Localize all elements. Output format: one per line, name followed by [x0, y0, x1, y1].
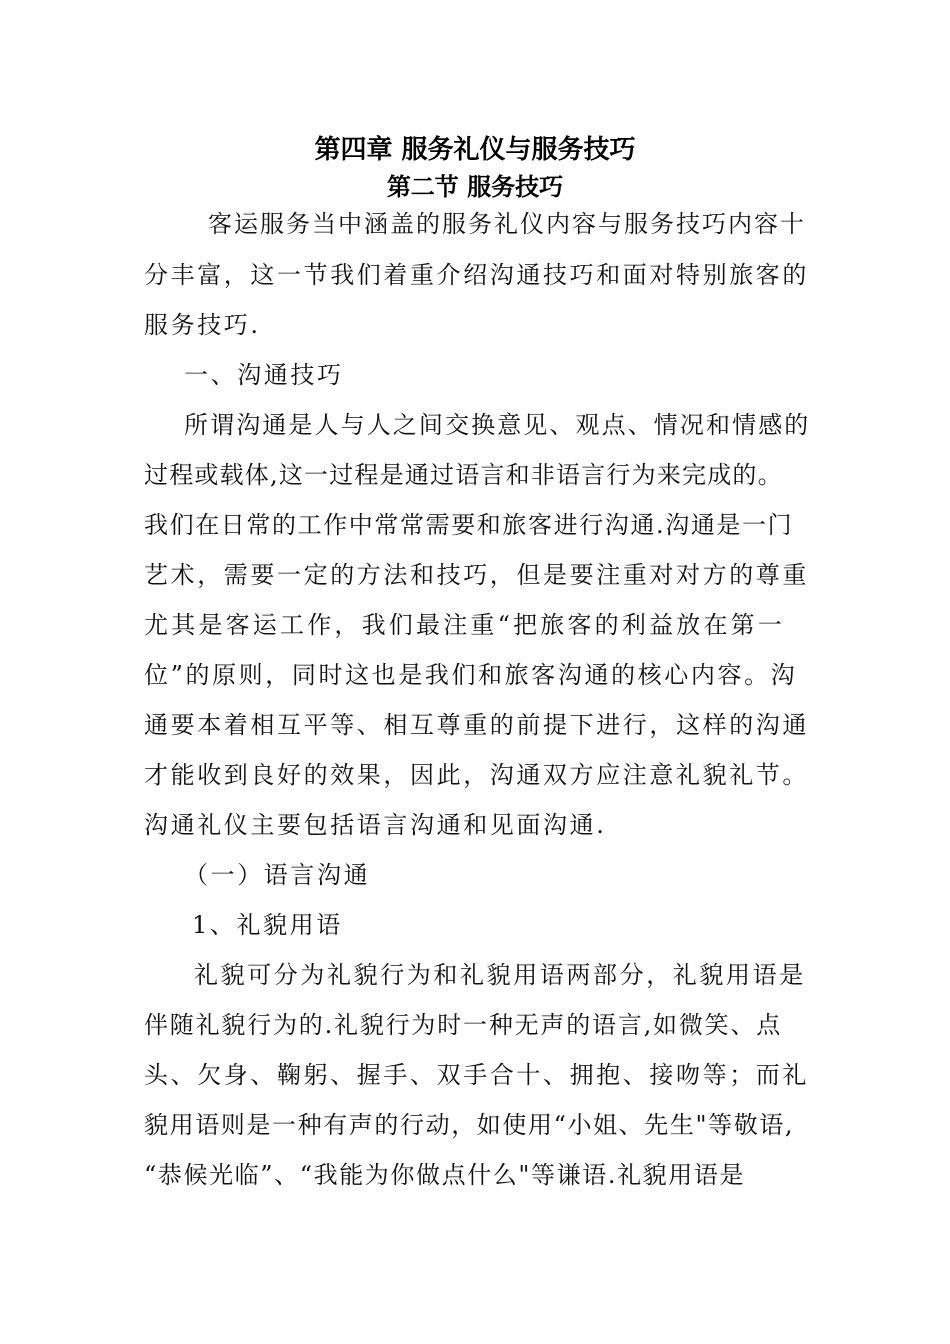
paragraph-line: 我们在日常的工作中常常需要和旅客进行沟通.沟通是一门 [144, 511, 794, 539]
chapter-title: 第四章 服务礼仪与服务技巧 [314, 135, 636, 165]
paragraph-line: 分丰富，这一节我们着重介绍沟通技巧和面对特别旅客的 [144, 261, 809, 289]
paragraph-line: 服务技巧. [144, 311, 261, 339]
section-title: 第二节 服务技巧 [386, 173, 564, 201]
heading-communication-skills: 一、沟通技巧 [184, 361, 344, 389]
paragraph-line: 所谓沟通是人与人之间交换意见、观点、情况和情感的 [184, 411, 811, 439]
paragraph-line: 伴随礼貌行为的.礼貌行为时一种无声的语言,如微笑、点 [144, 1011, 783, 1039]
paragraph-line: 貌用语则是一种有声的行动，如使用“小姐、先生"等敬语, [144, 1111, 795, 1139]
paragraph-line: 客运服务当中涵盖的服务礼仪内容与服务技巧内容十 [208, 210, 806, 238]
paragraph-line: 位”的原则，同时这也是我们和旅客沟通的核心内容。沟 [144, 661, 798, 689]
heading-polite-language: 1、礼貌用语 [192, 911, 343, 939]
paragraph-line: 沟通礼仪主要包括语言沟通和见面沟通. [144, 811, 607, 839]
paragraph-line: 才能收到良好的效果，因此，沟通双方应注意礼貌礼节。 [144, 761, 809, 789]
paragraph-line: 通要本着相互平等、相互尊重的前提下进行，这样的沟通 [144, 711, 809, 739]
paragraph-line: 过程或载体,这一过程是通过语言和非语言行为来完成的。 [144, 461, 783, 489]
paragraph-line: “恭候光临”、“我能为你做点什么"等谦语.礼貌用语是 [144, 1161, 746, 1189]
heading-verbal-communication: （一）语言沟通 [184, 861, 371, 889]
paragraph-line: 尤其是客运工作，我们最注重“把旅客的利益放在第一 [144, 611, 786, 639]
paragraph-line: 礼貌可分为礼貌行为和礼貌用语两部分，礼貌用语是 [194, 961, 806, 989]
paragraph-line: 头、欠身、鞠躬、握手、双手合十、拥抱、接吻等；而礼 [144, 1061, 809, 1089]
paragraph-line: 艺术，需要一定的方法和技巧，但是要注重对对方的尊重 [144, 561, 809, 589]
